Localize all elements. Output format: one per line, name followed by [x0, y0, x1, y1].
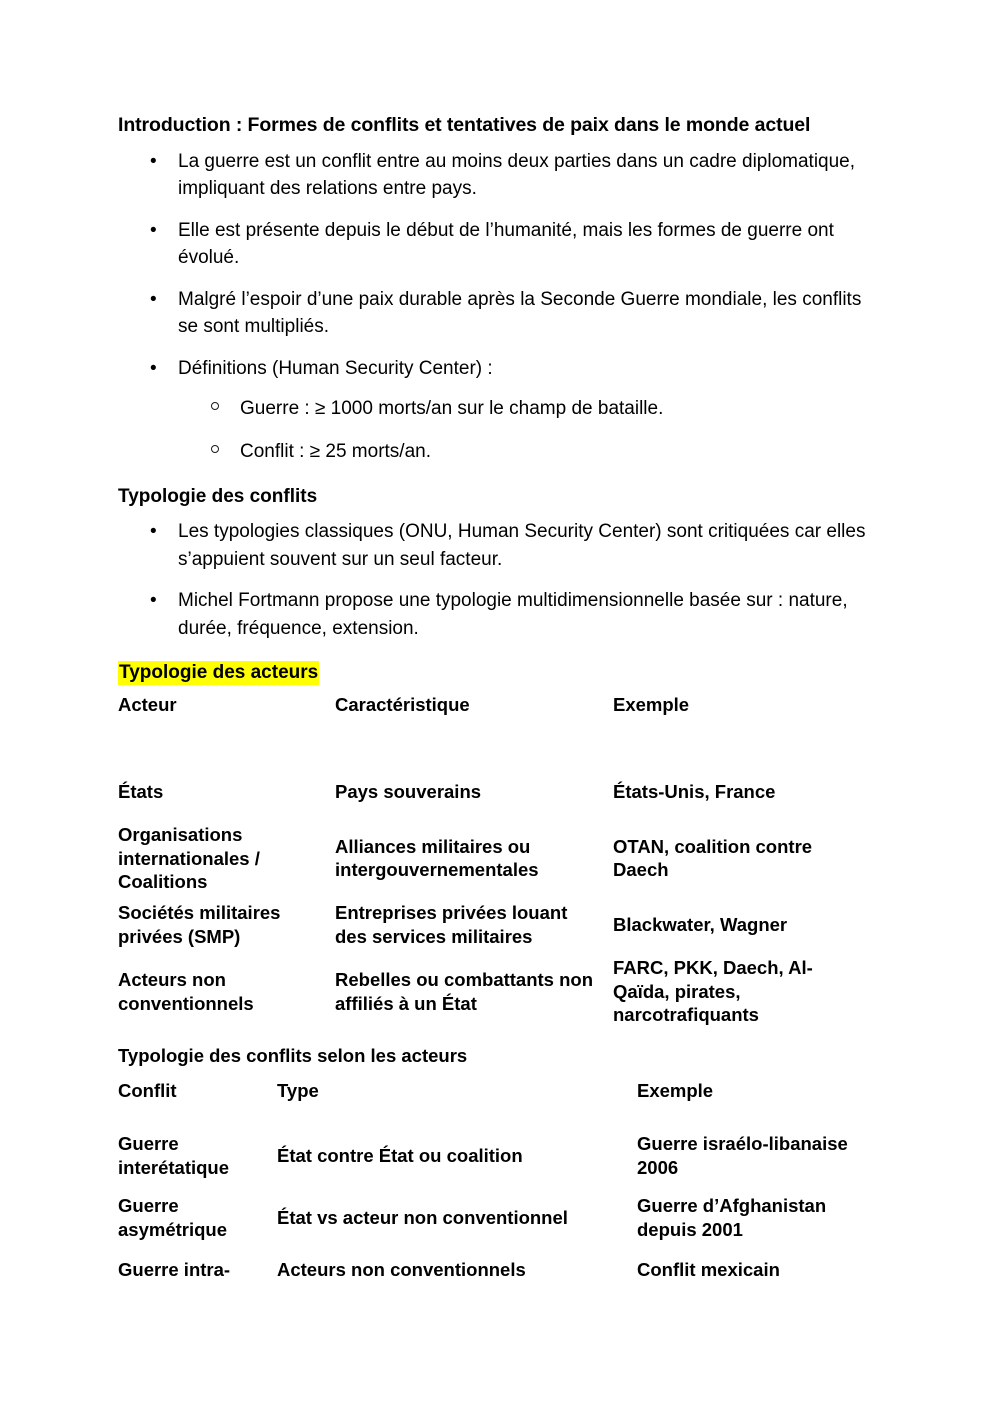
cell-exemple: OTAN, coalition contre Daech	[613, 835, 813, 881]
bullet-circle-icon	[211, 402, 219, 410]
cell-acteur: Acteurs non conventionnels	[118, 968, 254, 1014]
cell-exemple: Guerre d’Afghanistan depuis 2001	[637, 1195, 827, 1240]
bullet-disc-icon: •	[150, 590, 157, 612]
section-heading-conflits-selon-acteurs: Typologie des conflits selon les acteurs	[118, 1045, 468, 1067]
column-header-exemple: Exemple	[613, 693, 690, 715]
section-heading-typologie-conflits: Typologie des conflits	[118, 485, 318, 507]
list-item	[118, 355, 875, 466]
table-header-row	[118, 693, 875, 761]
table-row	[118, 823, 875, 894]
list-item	[118, 286, 875, 341]
cell-type: Acteurs non conventionnels	[277, 1259, 526, 1281]
table-row	[118, 894, 875, 956]
cell-exemple: Guerre israélo-libanaise 2006	[637, 1133, 848, 1178]
cell-type: État vs acteur non conventionnel	[277, 1207, 568, 1229]
cell-caracteristique: Entreprises privées louant des services militaires	[335, 902, 568, 947]
cell-acteur: États	[118, 781, 164, 803]
cell-exemple: Conflit mexicain	[637, 1259, 780, 1281]
sub-list-item	[178, 395, 875, 423]
sub-list-item	[178, 438, 875, 466]
highlighted-heading-text: Typologie des acteurs	[119, 662, 319, 684]
definitions-sub-list	[178, 395, 875, 466]
table-header-row	[118, 1079, 875, 1125]
actors-table	[118, 693, 875, 1027]
cell-exemple: États-Unis, France	[613, 781, 776, 803]
table-row	[118, 956, 875, 1027]
column-header-acteur: Acteur	[118, 693, 177, 715]
column-header-caracteristique: Caractéristique	[335, 693, 470, 715]
bullet-circle-icon	[211, 445, 219, 453]
page-title: Introduction : Formes de conflits et tentatives de paix dans le monde actuel	[118, 114, 811, 136]
column-header-type: Type	[277, 1079, 319, 1101]
list-item-text: Elle est présente depuis le début de l’humanité, mais les formes de guerre ont évolué.	[178, 219, 834, 269]
cell-exemple: Blackwater, Wagner	[613, 914, 788, 936]
cell-conflit: Guerre interétatique	[118, 1133, 230, 1178]
bullet-disc-icon: •	[150, 288, 157, 310]
list-item-text: Définitions (Human Security Center) :	[178, 357, 493, 379]
cell-acteur: Organisations internationales / Coalitions	[118, 823, 260, 893]
bullet-disc-icon: •	[150, 219, 157, 241]
list-item-text: Michel Fortmann propose une typologie multidimensionnelle basée sur : nature, durée, fréquence, extension.	[178, 590, 848, 639]
list-item-text: Malgré l’espoir d’une paix durable après la Seconde Guerre mondiale, les conflits se sont multipliés.	[178, 288, 862, 338]
list-item	[118, 148, 875, 203]
list-item-text: La guerre est un conflit entre au moins deux parties dans un cadre diplomatique, impliquant des relations entre pays.	[178, 150, 856, 200]
list-item-text: Les typologies classiques (ONU, Human Security Center) sont critiquées car elles s’appuient souvent sur un seul facteur.	[178, 521, 866, 570]
cell-type: État contre État ou coalition	[277, 1145, 523, 1167]
bullet-disc-icon: •	[150, 357, 157, 379]
table-row	[118, 1187, 875, 1249]
table-row	[118, 1125, 875, 1187]
cell-conflit: Guerre intra-	[118, 1259, 231, 1281]
column-header-conflit: Conflit	[118, 1079, 177, 1101]
cell-exemple: FARC, PKK, Daech, Al-Qaïda, pirates, narcotrafiquants	[613, 957, 813, 1026]
typologie-conflits-bullet-list	[118, 518, 875, 642]
document-body	[118, 112, 875, 1291]
list-item	[118, 518, 875, 573]
column-header-exemple: Exemple	[637, 1079, 714, 1101]
intro-bullet-list	[118, 148, 875, 466]
sub-list-item-text: Conflit : ≥ 25 morts/an.	[240, 441, 432, 463]
conflicts-table	[118, 1079, 875, 1291]
sub-list-item-text: Guerre : ≥ 1000 morts/an sur le champ de bataille.	[240, 397, 664, 419]
cell-acteur: Sociétés militaires privées (SMP)	[118, 902, 281, 947]
table-row	[118, 1249, 875, 1291]
cell-caracteristique: Alliances militaires ou intergouvernementales	[335, 835, 539, 881]
bullet-disc-icon: •	[150, 521, 157, 543]
cell-conflit: Guerre asymétrique	[118, 1195, 227, 1240]
cell-caracteristique: Rebelles ou combattants non affiliés à un État	[335, 968, 594, 1014]
cell-caracteristique: Pays souverains	[335, 781, 482, 803]
list-item	[118, 587, 875, 642]
bullet-disc-icon: •	[150, 150, 157, 172]
list-item	[118, 217, 875, 272]
table-row	[118, 761, 875, 823]
section-heading-typologie-acteurs	[118, 660, 875, 687]
